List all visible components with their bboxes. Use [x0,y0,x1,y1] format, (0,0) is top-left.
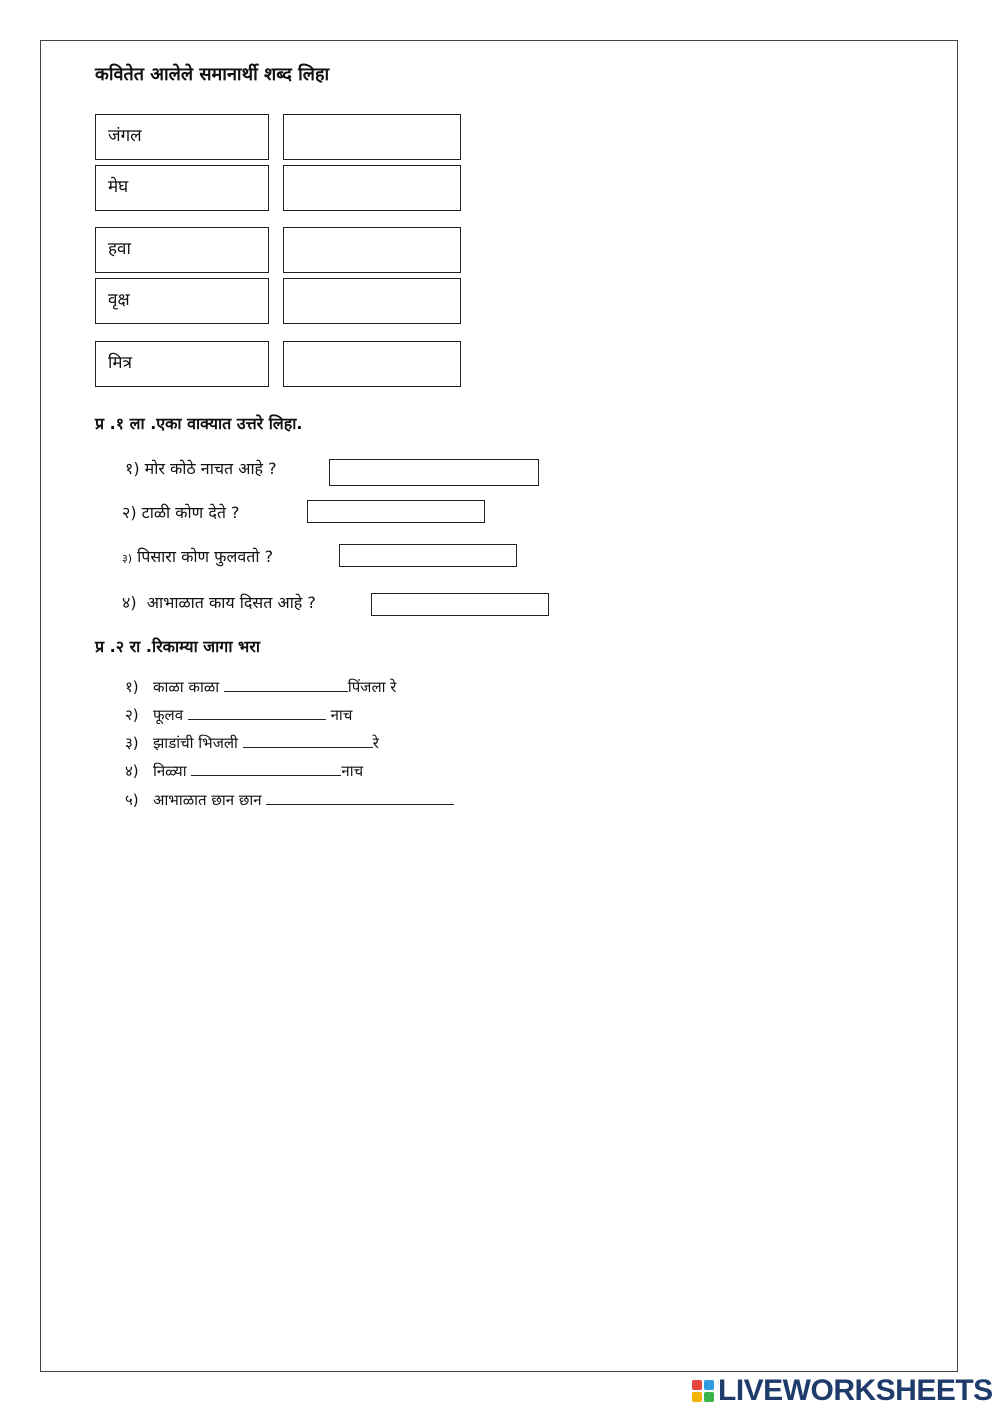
fill-blank-item-4 [125,761,363,781]
item-number: ५) [125,791,139,809]
item-number: १) [125,678,139,696]
item-text-before: काळा काळा [152,678,220,696]
item-number: २) [125,706,139,724]
item-text-before: झाडांची भिजली [152,734,238,752]
question-number: २) [122,503,137,522]
question-text: आभाळात काय दिसत आहे ? [146,593,316,612]
synonym-word: जंगल [108,126,142,146]
fill-blank[interactable] [188,707,326,720]
question-text: पिसारा कोण फुलवतो ? [137,547,274,566]
item-number: ३) [125,734,139,752]
question-4 [122,591,316,613]
synonym-word: मेघ [108,177,129,197]
question-number: ३) [122,552,133,565]
item-text-after: नाच [341,762,364,780]
synonym-word: मित्र [108,353,132,373]
synonym-answer-box[interactable] [283,165,461,211]
synonym-answer-box[interactable] [283,278,461,324]
synonym-answer-box[interactable] [283,114,461,160]
synonym-word-cell [95,165,269,211]
synonym-answer-box[interactable] [283,341,461,387]
answer-input-2[interactable] [307,500,485,523]
page-title: कवितेत आलेले समानार्थी शब्द लिहा [95,64,330,85]
synonym-word-cell [95,227,269,273]
synonym-answer-box[interactable] [283,227,461,273]
fill-blank-item-2 [125,705,352,725]
answer-input-1[interactable] [329,459,539,486]
section2-heading: प्र .२ रा .रिकाम्या जागा भरा [95,637,260,656]
answer-input-3[interactable] [339,544,517,567]
question-number: १) [125,459,140,478]
item-text-after: पिंजला रे [347,678,397,696]
question-2 [122,501,240,523]
synonym-word: हवा [108,239,131,259]
item-text-before: निळ्या [152,762,187,780]
item-text-after: नाच [330,706,353,724]
synonym-word: वृक्ष [108,290,130,310]
fill-blank-item-1 [125,677,396,697]
fill-blank-item-5 [125,790,454,810]
fill-blank[interactable] [243,735,373,748]
fill-blank[interactable] [224,679,348,692]
question-3 [122,545,273,567]
question-number: ४) [122,593,137,612]
brand-name: LIVEWORKSHEETS [718,1374,993,1407]
item-text-before: आभाळात छान छान [152,791,262,809]
liveworksheets-logo-icon [692,1380,714,1402]
item-number: ४) [125,762,139,780]
synonym-word-cell [95,278,269,324]
question-text: टाळी कोण देते ? [141,503,240,522]
question-1 [125,457,277,479]
fill-blank[interactable] [191,763,341,776]
synonym-word-cell [95,114,269,160]
question-text: मोर कोठे नाचत आहे ? [144,459,277,478]
fill-blank[interactable] [266,792,454,805]
fill-blank-item-3 [125,733,379,753]
liveworksheets-brand [692,1374,993,1408]
synonym-word-cell [95,341,269,387]
item-text-after: रे [372,734,379,752]
answer-input-4[interactable] [371,593,549,616]
item-text-before: फूलव [152,706,184,724]
section1-heading: प्र .१ ला .एका वाक्यात उत्तरे लिहा. [95,414,303,433]
